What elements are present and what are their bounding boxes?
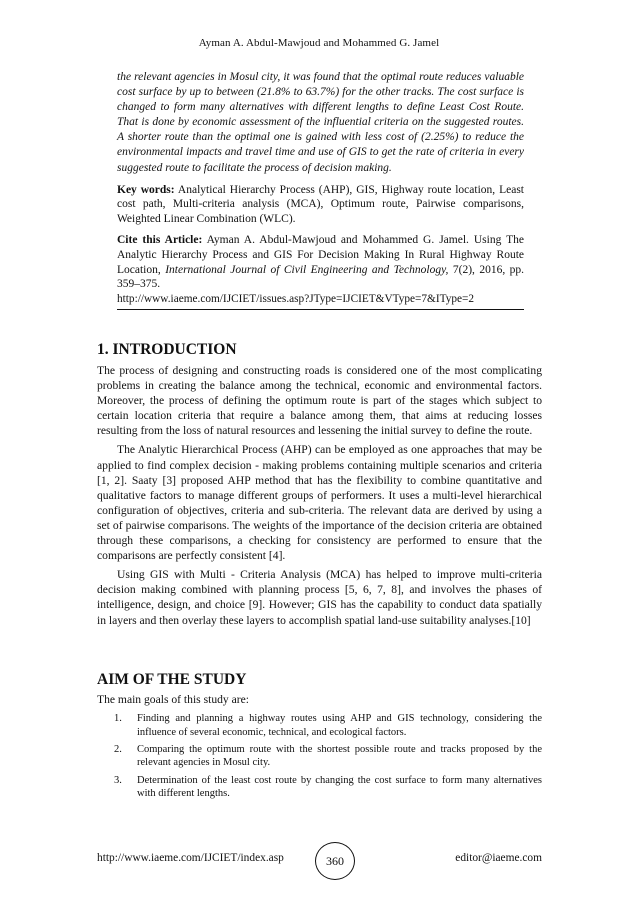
aim-item-3 <box>114 774 542 801</box>
cite-authors: Ayman A. Abdul-Mawjoud and Mohammed G. Jamel. Using The Analytic Hierarchy Process and GIS For Decision Making In Rural Highway Route Location, <box>117 234 524 276</box>
introduction-section <box>97 340 542 628</box>
cite-details: 7(2), 2016, pp. 359–375. <box>117 263 525 291</box>
abstract-italic-text: the relevant agencies in Mosul city, it was found that the optimal route reduces valuable cost surface by up to between (21.8% to 63.7%) for the other tracks. The cost surface is changed to form many alternatives with different lengths to define Least Cost Route. That is done by economic assessment of the influential criteria on the suggested routes. A shorter route than the optimal one is gained with less cost of (2.25%) to reduce the environmental impacts and travel time and use of GIS to get the rate of criteria in every suggested route to facilitate the process of decision making. <box>117 71 524 174</box>
cite-label: Cite this Article: <box>117 234 203 247</box>
citation-divider <box>117 309 524 310</box>
aim-item-2 <box>114 743 542 770</box>
aim-item-text: Finding and planning a highway routes using AHP and GIS technology, considering the influence of several economic, technical, and ecological factors. <box>137 713 542 738</box>
footer-email-link[interactable]: editor@iaeme.com <box>455 852 542 864</box>
citation <box>117 233 524 306</box>
page-footer <box>97 847 542 873</box>
introduction-heading: 1. INTRODUCTION <box>97 341 237 358</box>
keywords-label: Key words: <box>117 183 175 196</box>
aim-item-text: Comparing the optimum route with the shortest possible route and tracks proposed by the relevant agencies in Mosul city. <box>137 743 542 769</box>
cite-url-link[interactable]: http://www.iaeme.com/IJCIET/issues.asp?JType=IJCIET&VType=7&IType=2 <box>117 292 475 305</box>
keywords-text: Analytical Hierarchy Process (AHP), GIS, Highway route location, Least cost path, Multi-criteria analysis (MCA), Optimum route, Pairwise comparisons, Weighted Linear Combination (WLC). <box>117 183 524 225</box>
aim-item-text: Determination of the least cost route by changing the cost surface to form many alternatives with different lengths. <box>137 774 542 800</box>
aim-section <box>97 670 542 805</box>
abstract-block <box>117 70 524 310</box>
footer-journal-link[interactable]: http://www.iaeme.com/IJCIET/index.asp <box>97 852 284 864</box>
intro-paragraph-3: Using GIS with Multi - Criteria Analysis (MCA) has helped to improve multi-criteria decision making combined with planning process [5, 6, 7, 8], and involves the phases of intelligence, design, and choice [9]. However; GIS has the capability to conduct data spatially in layers and then overlay these layers to accomplish spatial land-use suitability analyses.[10] <box>97 568 542 627</box>
keywords <box>117 183 524 227</box>
aim-item-number: 2. <box>114 743 122 755</box>
cite-journal: International Journal of Civil Engineering and Technology, <box>165 263 449 276</box>
page-number-circle: 360 <box>315 842 355 880</box>
aim-item-number: 1. <box>114 713 122 725</box>
aim-intro: The main goals of this study are: <box>97 693 249 706</box>
aim-item-number: 3. <box>114 774 122 786</box>
intro-paragraph-1: The process of designing and constructing roads is considered one of the most complicating problems in creating the balance among the technical, economic and environmental factors. Moreover, the process of defining the optimum route is part of the stages which subject to certain location criteria that require a balance among them, that aims at reducing losses resulting from the loss of natural resources and lessening the initial survey to define the route. <box>97 364 542 438</box>
intro-paragraph-2: The Analytic Hierarchical Process (AHP) can be employed as one approaches that may be applied to find complex decision - making problems containing multiple scenarios and criteria [1, 2]. Saaty [3] proposed AHP method that has the flexibility to combine quantitative and qualitative factors to manage different groups of performers. It uses a multi-level hierarchical configuration of objectives, criteria and sub-criteria. The relevant data are derived by using a set of pairwise comparisons. The weights of the importance of the decision criteria are obtained through these comparisons, a checking for consistency are performed to ensure that the comparisons are perfectly consistent [4]. <box>97 443 542 563</box>
aim-list <box>97 712 542 800</box>
aim-item-1 <box>114 712 542 739</box>
aim-heading: AIM OF THE STUDY <box>97 671 247 688</box>
running-head: Ayman A. Abdul-Mawjoud and Mohammed G. Jamel <box>198 37 440 49</box>
